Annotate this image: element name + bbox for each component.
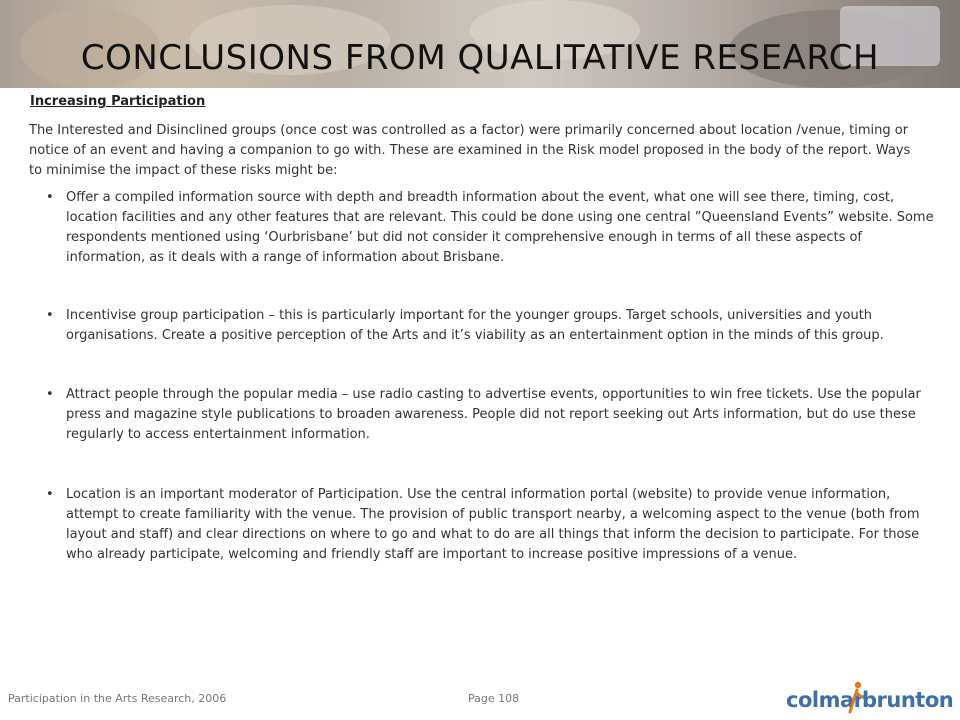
logo-text-brunton: brunton — [862, 688, 954, 712]
footer-source: Participation in the Arts Research, 2006 — [8, 692, 227, 705]
bullet-icon: • — [46, 387, 54, 402]
recommendation-list — [46, 188, 936, 565]
bullet-icon: • — [46, 190, 54, 205]
colmar-brunton-logo — [786, 680, 954, 714]
bullet-icon: • — [46, 487, 54, 502]
list-item — [46, 385, 936, 445]
list-item — [46, 485, 936, 565]
list-item — [46, 188, 936, 268]
list-item — [46, 306, 936, 346]
list-item-text: Incentivise group participation – this is particularly important for the younger groups. Target schools, universities and youth organisations. Create a positive perception of the Arts and it’s viability as an entertainment option in the minds of this group. — [66, 308, 884, 343]
list-item-text: Offer a compiled information source with depth and breadth information about the event, what one will see there, timing, cost, location facilities and any other features that are relevant. This could be done using one central ”Queensland Events” website. Some respondents mentioned using ‘Ourbrisbane’ but did not consider it comprehensive enough in terms of all these aspects of information, as it deals with a range of information about Brisbane. — [66, 190, 934, 265]
page-title: CONCLUSIONS FROM QUALITATIVE RESEARCH — [80, 38, 880, 78]
list-item-text: Attract people through the popular media – use radio casting to advertise events, opportunities to win free tickets. Use the popular press and magazine style publications to broaden awareness. People did not report seeking out Arts information, but do use these regularly to access entertainment information. — [66, 387, 921, 442]
bullet-icon: • — [46, 308, 54, 323]
logo-text-colmar: colmar — [786, 688, 864, 712]
intro-paragraph: The Interested and Disinclined groups (once cost was controlled as a factor) were primarily concerned about location /venue, timing or notice of an event and having a companion to go with. These are examined in the Risk model proposed in the body of the report. Ways to minimise the impact of these risks might be: — [29, 123, 911, 178]
page-number: Page 108 — [468, 692, 520, 705]
section-heading: Increasing Participation — [30, 94, 206, 109]
list-item-text: Location is an important moderator of Participation. Use the central information portal (website) to provide venue information, attempt to create familiarity with the venue. The provision of public transport nearby, a welcoming aspect to the venue (both from layout and staff) and clear directions on where to go and what to do are all things that inform the decision to participate. For those who already participate, welcoming and friendly staff are important to increase positive impressions of a venue. — [66, 487, 920, 562]
